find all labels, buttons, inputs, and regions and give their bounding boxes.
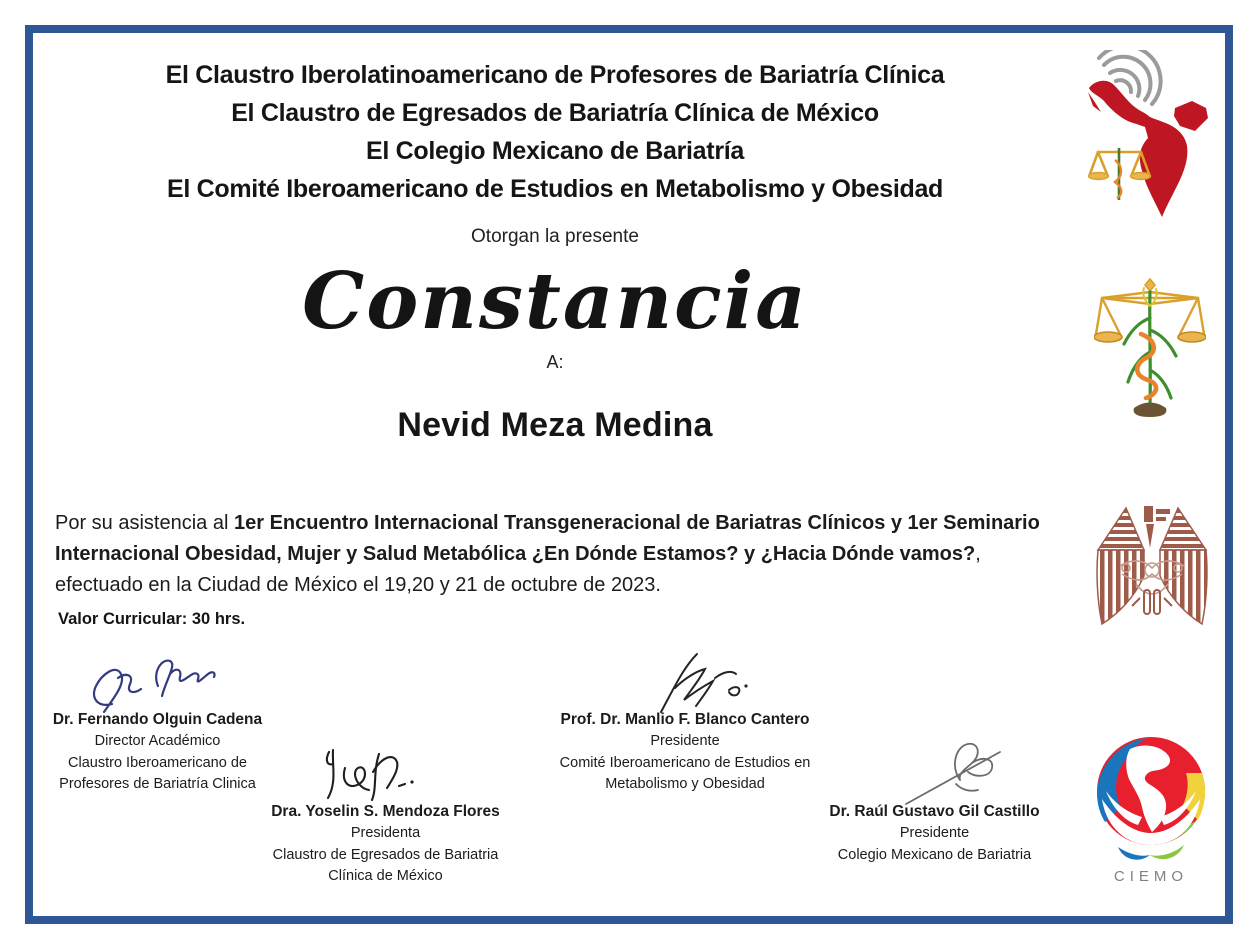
ciemo-logo bbox=[1086, 733, 1216, 885]
signature-ink-gil bbox=[900, 732, 1010, 810]
signer-name: Prof. Dr. Manlio F. Blanco Cantero bbox=[560, 711, 810, 728]
signer-title: Presidenta bbox=[350, 825, 421, 841]
to-label: A: bbox=[546, 352, 564, 372]
signer-organization: Clínica de México bbox=[328, 868, 443, 884]
signer-title: Director Académico bbox=[94, 733, 221, 749]
header-organizations bbox=[40, 56, 1070, 208]
signature-ink-mendoza bbox=[315, 738, 435, 808]
iberolatinoamerica-map-logo bbox=[1083, 50, 1218, 225]
presentation-line: Otorgan la presente bbox=[471, 226, 639, 247]
signer-title: Presidente bbox=[650, 733, 720, 749]
organization-line: El Comité Iberoamericano de Estudios en Metabolismo y Obesidad bbox=[166, 175, 944, 203]
signature-block-gil bbox=[782, 800, 1087, 866]
eagle-emblem-logo bbox=[1092, 502, 1212, 654]
curricular-value: Valor Curricular: 30 hrs. bbox=[58, 610, 246, 628]
signer-organization: Claustro de Egresados de Bariatria bbox=[272, 846, 499, 863]
signer-organization: Colegio Mexicano de Bariatria bbox=[837, 846, 1032, 863]
organization-line: El Colegio Mexicano de Bariatría bbox=[365, 137, 744, 165]
body-paragraph bbox=[55, 508, 1063, 601]
signer-organization: Claustro Iberoamericano de bbox=[68, 754, 247, 771]
organization-line: El Claustro Iberolatinoamericano de Profesores de Bariatría Clínica bbox=[165, 61, 945, 89]
signer-title: Presidente bbox=[899, 825, 970, 841]
organization-line: El Claustro de Egresados de Bariatría Clínica de México bbox=[231, 99, 879, 127]
signer-organization: Comité Iberoamericano de Estudios en bbox=[559, 754, 811, 771]
recipient-name: Nevid Meza Medina bbox=[397, 406, 713, 444]
certificate-title: Constancia bbox=[302, 256, 808, 347]
body-suffix: , efectuado en la Ciudad de México el 19,20 y 21 de octubre de 2023. bbox=[55, 543, 981, 596]
signature-block-blanco bbox=[520, 708, 850, 796]
ciemo-label: CIEMO bbox=[1113, 868, 1189, 885]
signer-name: Dr. Raúl Gustavo Gil Castillo bbox=[829, 803, 1040, 820]
signature-block-olguin bbox=[10, 708, 305, 796]
signer-organization: Profesores de Bariatría Clinica bbox=[59, 776, 256, 792]
event-name: 1er Encuentro Internacional Transgeneracional de Bariatras Clínicos y 1er Seminario Internacional Obesidad, Mujer y Salud Metabólica ¿En Dónde Estamos? y ¿Hacia Dónde vamos? bbox=[55, 512, 1040, 565]
signer-name: Dra. Yoselin S. Mendoza Flores bbox=[271, 803, 500, 820]
signer-name: Dr. Fernando Olguin Cadena bbox=[52, 711, 263, 728]
ciemo-globe-icon bbox=[1086, 733, 1216, 861]
scales-corn-snake-logo bbox=[1094, 276, 1206, 426]
signer-organization: Metabolismo y Obesidad bbox=[605, 776, 765, 792]
body-prefix: Por su asistencia al bbox=[55, 512, 234, 534]
signature-block-mendoza bbox=[233, 800, 538, 888]
